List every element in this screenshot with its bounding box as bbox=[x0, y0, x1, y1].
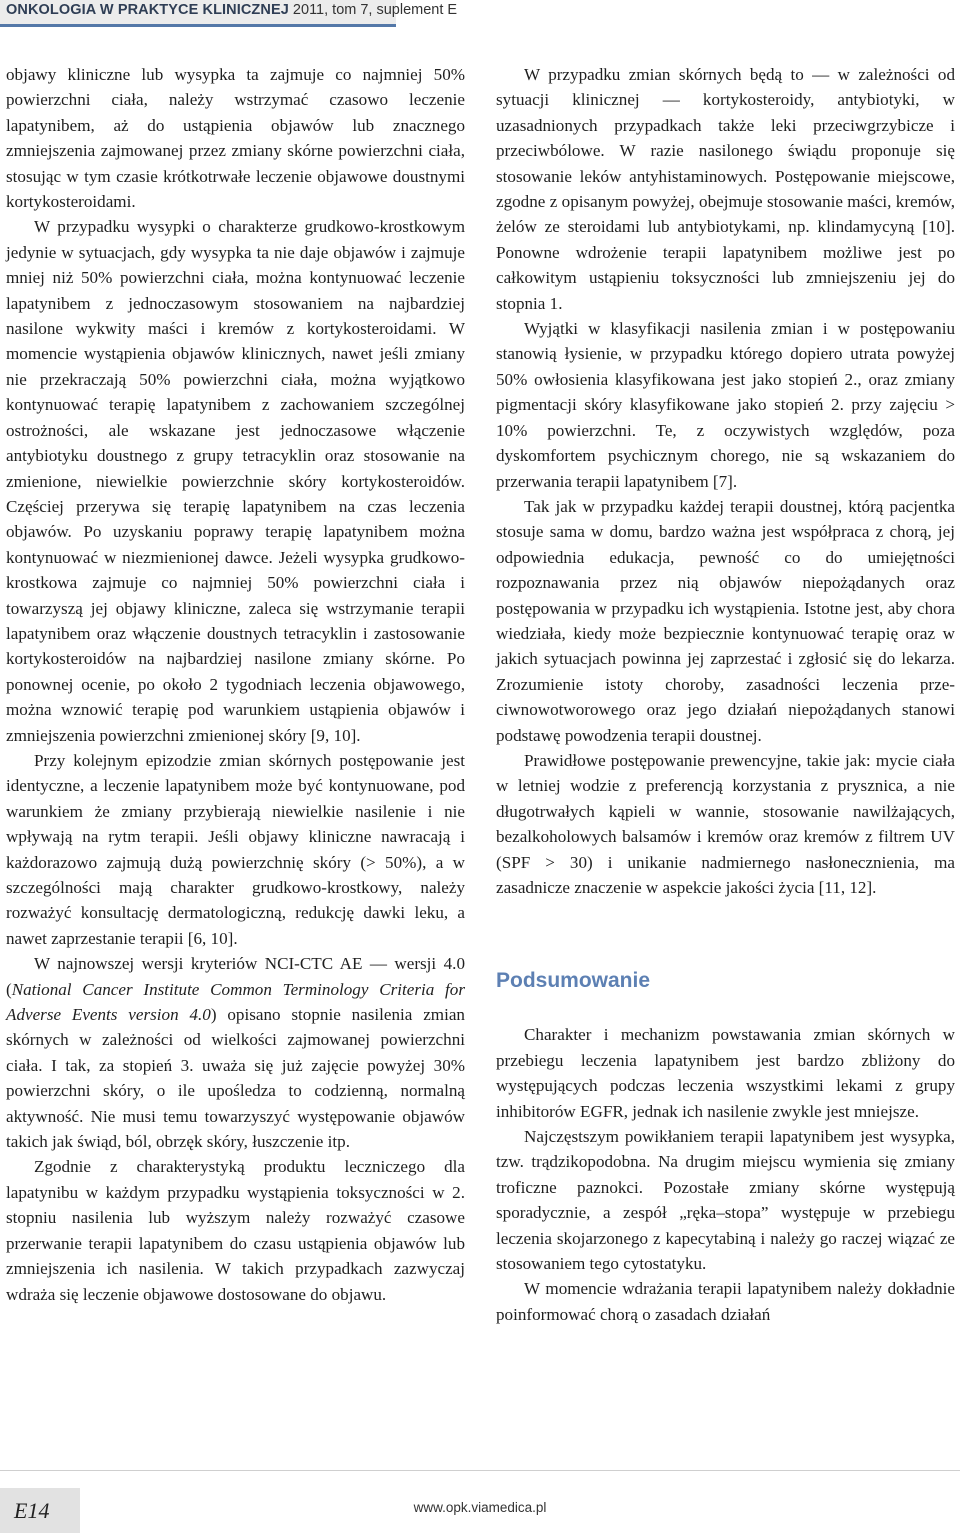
left-paragraph-5: Zgodnie z charakterystyką produktu leczniczego dla lapatynibu w każdym przypadku wystąpienia toksyczności w 2. stopniu nasilenia lub wyższym należy rozważyć czasowe przerwanie terapii lapatynibem do czasu ustąpienia objawów lub zmniejszenia ich nasilenia. W takich przypadkach zazwyczaj wdraża się leczenie objawowe dostosowane do objawu. bbox=[6, 1157, 465, 1304]
footer-url: www.opk.viamedica.pl bbox=[413, 1500, 547, 1515]
left-paragraph-2: W przypadku wysypki o charakterze grudkowo-krostkowym jedynie w sytuacjach, gdy wysypka ta nie daje objawów i zajmuje mniej niż 50% powierzchni ciała, można kontynuować leczenie lapatynibem z jednoczasowym stosowaniem na najbardziej nasilone wykwity maści i kremów z kortykosteroidami. W momencie wystąpienia objawów klinicznych, nawet jeśli zmiany nie przekraczają 50% powierzchni ciała, można wyjątkowo kontynuować terapię lapatynibem z zachowaniem szczególnej ostrożności, ale wskazane jest jednoczasowe włączenie antybiotyku doustnego z grupy tetracyklin oraz stosowanie na zmienione, niewielkie powierzchnie skóry kortykosteroidów. Częściej przerywa się terapię lapatynibem na czas leczenia objawów. Po uzyskaniu poprawy terapię lapatynibem można kontynuować w niezmienionej dawce. Jeżeli wysypka grudkowo-krostkowa zajmuje co najmniej 50% powierzchni ciała i towarzyszą jej objawy kliniczne, zaleca się wstrzymanie terapii lapatynibem oraz włączenie doustnych tetracyklin i zastosowanie kortykosteroidów na najbardziej nasilone zmiany skórne. Po ponownej ocenie, po około 2 tygodniach leczenia objawowego, można wznowić terapię pod warunkiem ustąpienia objawów i zmniejszenia powierzchni zmienionej skóry [9, 10]. bbox=[6, 217, 465, 745]
left-paragraph-4 bbox=[6, 951, 465, 1154]
right-paragraph-1: W przypadku zmian skórnych będą to — w zależności od sytuacji klinicznej — kortykosteroidy, antybiotyki, w uzasadnionych przypadkach także leki przeciwgrzybicze i przeciwbólowe. W razie nasilonego świądu proponuje się stosowanie leków antyhistaminowych. Postępowanie miejscowe, zgodne z opisanym powyżej, obejmuje stosowanie maści, kremów, żelów ze steroidami lub antybiotykami, np. klindamycyną [10]. Ponowne wdrożenie terapii lapatynibem możliwe jest po całkowitym ustąpieniu toksyczności lub zmniejszeniu jej do stopnia 1. bbox=[496, 65, 955, 313]
left-paragraph-4-post: ) opisano stopnie nasilenia zmian skórnych w zależności od wielkości zajmowanej powierzchni ciała. I tak, za stopień 3. uważa się już zajęcie powyżej 30% powierzchni skóry, o ile upośledza to codzienną, normalną aktywność. Nie musi temu towarzyszyć występowanie objawów takich jak świąd, ból, obrzęk skóry, łuszczenie itp. bbox=[6, 1005, 465, 1152]
right-paragraph-2: Wyjątki w klasyfikacji nasilenia zmian i w postępowaniu stanowią łysienie, w przypadku którego dopiero utrata powyżej 50% owłosienia klasyfikowana jest jako stopień 2., oraz zmiany pigmentacji skóry klasyfikowane jako stopień 2. przy zajęciu > 10% powierzchni. Te, z oczywistych względów, poza dyskomfortem psychicznym chorego, nie są wskazaniem do przerwania terapii lapatynibem [7]. bbox=[496, 319, 955, 491]
right-paragraph-3: Tak jak w przypadku każdej terapii doustnej, którą pacjentka stosuje sama w domu, bardzo ważna jest współpraca z chorą, jej odpowiednia edukacja, pewność co do umiejętności rozpoznawania przez nią objawów niepożądanych oraz postępowania w przypadku ich wystąpienia. Istotne jest, aby chora wiedziała, kiedy może bezpiecznie kontynuować terapię oraz w jakich sytuacjach powinna jej zaprzestać i zgłosić się do lekarza. Zrozumienie istoty choroby, zasadności leczenia przeciwnowotworowego oraz jego działań niepożądanych stanowi podstawę powodzenia terapii doustnej. bbox=[496, 496, 955, 745]
left-paragraph-4-pre: W najnowszej wersji kryteriów NCI-CTC AE — wersji 4.0 ( bbox=[6, 954, 465, 999]
right-column bbox=[496, 62, 955, 1327]
left-paragraph-1: objawy kliniczne lub wysypka ta zajmuje co najmniej 50% powierzchni ciała, należy wstrzymać czasowo leczenie lapatynibem, aż do ustąpienia objawów lub znacznego zmniejszenia zajmowanej przez zmiany skórne powierzchni ciała, stosując w tym czasie krótkotrwałe leczenie objawowe doustnymi kortykosteroidami. bbox=[6, 65, 465, 212]
journal-header-text bbox=[6, 2, 457, 18]
section-title-summary: Podsumowanie bbox=[496, 969, 651, 993]
page-number: E14 bbox=[14, 1498, 50, 1523]
journal-header bbox=[0, 0, 458, 27]
left-paragraph-3: Przy kolejnym epizodzie zmian skórnych postępowanie jest identyczne, a leczenie lapatynibem może być kontynuowane, pod warunkiem że zmiany przybierają niewielkie nasilenie i nie wpływają na rytm terapii. Jeśli objawy kliniczne nawracają i każdorazowo zajmują dużą powierzchnię skóry (> 50%), a w szczególności mają charakter grudkowo-krostkowy, należy rozważyć konsultację dermatologiczną, redukcję dawki leku, a nawet zaprzestanie terapii [6, 10]. bbox=[6, 750, 465, 948]
journal-name: ONKOLOGIA W PRAKTYCE KLINICZNEJ bbox=[6, 2, 289, 18]
left-paragraph-4-italic: National Cancer Institute Common Terminology Criteria for Adverse Events version 4.0 bbox=[6, 979, 465, 1025]
left-column bbox=[6, 62, 465, 1307]
right-paragraph-7: W momencie wdrażania terapii lapatynibem należy dokładnie poinformować chorą o zasadach działań bbox=[496, 1279, 955, 1324]
journal-issue: 2011, tom 7, suplement E bbox=[288, 2, 458, 18]
footer-divider bbox=[0, 1470, 960, 1471]
right-paragraph-6: Najczęstszym powikłaniem terapii lapatynibem jest wysypka, tzw. trądzikopodobna. Na drugim miejscu wymienia się zmiany troficzne paznokci. Pozostałe zmiany skórne występują sporadycznie, a zespół „ręka–stopa” występuje w przebiegu leczenia skojarzonego z kapecytabiną i należy go raczej wiązać ze stosowaniem tego cytostatyku. bbox=[496, 1127, 955, 1274]
right-paragraph-4: Prawidłowe postępowanie prewencyjne, takie jak: mycie ciała w letniej wodzie z preferencją korzystania z prysznica, a nie długotrwałych kąpieli w wannie, stosowanie nawilżających, bezalkoholowych balsamów i kremów oraz kremów z filtrem UV (SPF > 30) i unikanie nadmiernego nasłonecznienia, ma zasadnicze znaczenie w aspekcie jakości życia [11, 12]. bbox=[496, 750, 955, 897]
right-paragraph-5: Charakter i mechanizm powstawania zmian skórnych w przebiegu leczenia lapatynibem jest bardzo zbliżony do występujących podczas leczenia wszystkimi lekami z grupy inhibitorów EGFR, jednak ich nasilenie zwykle jest mniejsze. bbox=[496, 1025, 955, 1121]
